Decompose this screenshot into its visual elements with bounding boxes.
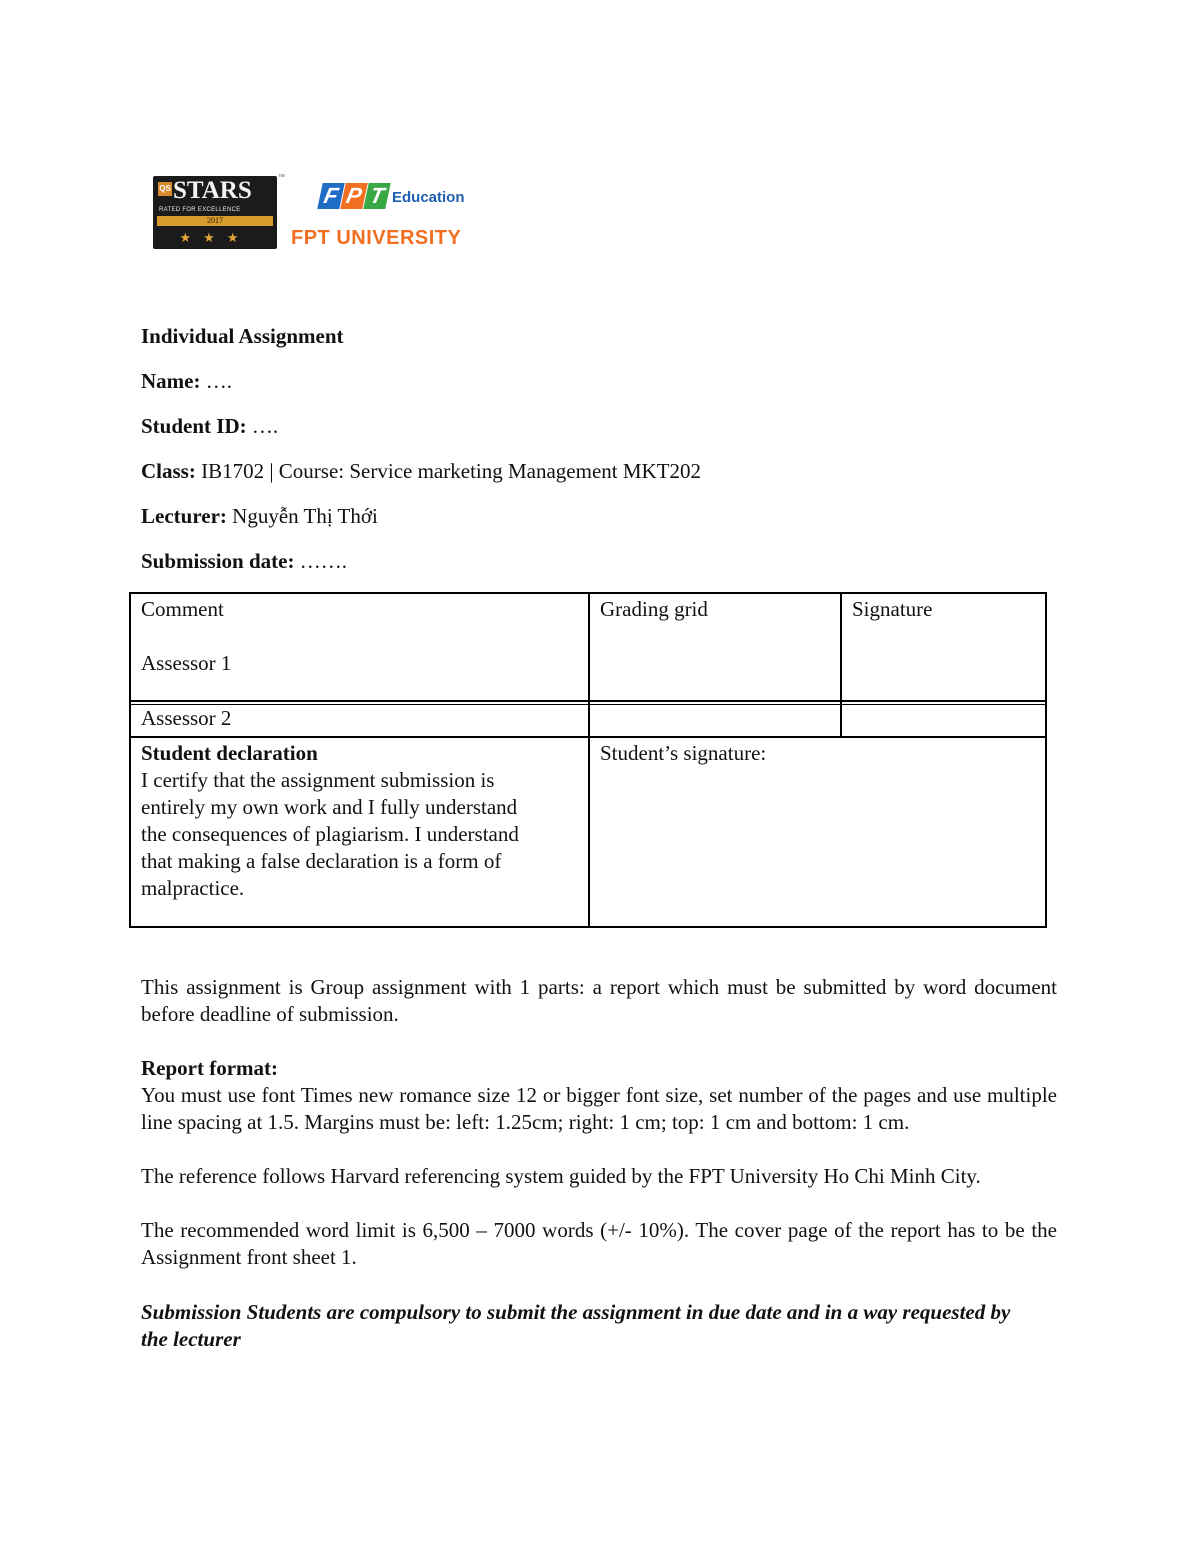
report-format-title: Report format: (141, 1056, 279, 1080)
fpt-university-label: FPT UNIVERSITY (291, 227, 462, 249)
class-field (141, 459, 701, 484)
report-format-paragraph: You must use font Times new romance size 12 or bigger font size, set number of the pages and use multiple line spacing at 1.5. Margins must be: left: 1.25cm; right: 1 cm; top: 1 cm and bottom: 1 cm. (141, 1083, 1057, 1134)
fpt-education-label: Education (392, 189, 465, 206)
lecturer-label: Lecturer: (141, 504, 227, 528)
assessor-2-label: Assessor 2 (141, 706, 232, 730)
student-declaration-title: Student declaration (141, 741, 318, 765)
submission-date-label: Submission date: (141, 549, 295, 573)
class-value: IB1702 | Course: Service marketing Management MKT202 (201, 459, 702, 483)
stars-logo: QS STARS ™ RATED FOR EXCELLENCE 2017 ★★★ (153, 176, 277, 249)
assessment-table (129, 592, 1047, 928)
grading-grid-header: Grading grid (600, 597, 708, 621)
student-id-label: Student ID: (141, 414, 247, 438)
student-signature-label: Student’s signature: (600, 741, 767, 765)
fpt-letter-t: T (363, 183, 391, 209)
name-value: …. (205, 369, 232, 393)
submission-date-field (141, 549, 347, 574)
declaration-line: I certify that the assignment submission is (141, 768, 495, 792)
comment-header: Comment (141, 597, 224, 621)
declaration-line: entirely my own work and I fully understand (141, 795, 518, 819)
lecturer-field (141, 504, 378, 529)
declaration-line: malpractice. (141, 876, 245, 900)
name-label: Name: (141, 369, 201, 393)
submission-date-value: ……. (299, 549, 347, 573)
student-id-field (141, 414, 278, 439)
stars-wordmark: STARS (173, 177, 252, 204)
fpt-letter-f: F (317, 183, 345, 209)
declaration-line: that making a false declaration is a form of (141, 849, 502, 873)
student-id-value: …. (251, 414, 279, 438)
declaration-line: the consequences of plagiarism. I understand (141, 822, 519, 846)
name-field (141, 369, 232, 394)
lecturer-value: Nguyễn Thị Thới (232, 504, 378, 528)
document-title: Individual Assignment (141, 324, 344, 348)
signature-header: Signature (852, 597, 933, 621)
stars-year: 2017 (207, 216, 223, 225)
assessor-1-label: Assessor 1 (141, 651, 232, 675)
submission-note: Submission Students are compulsory to submit the assignment in due date and in a way requested by the lecturer (141, 1300, 1011, 1351)
word-limit-paragraph: The recommended word limit is 6,500 – 7000 words (+/- 10%). The cover page of the report has to be the Assignment front sheet 1. (141, 1218, 1057, 1269)
class-label: Class: (141, 459, 196, 483)
assignment-intro: This assignment is Group assignment with 1 parts: a report which must be submitted by word document before deadline of submission. (141, 975, 1057, 1026)
stars-rating-icon: ★★★ (179, 230, 251, 245)
qs-badge: QS (158, 182, 172, 196)
stars-subtitle: RATED FOR EXCELLENCE (159, 207, 241, 213)
fpt-letter-p: P (340, 183, 368, 209)
reference-paragraph: The reference follows Harvard referencing system guided by the FPT University Ho Chi Minh City. (141, 1164, 981, 1188)
